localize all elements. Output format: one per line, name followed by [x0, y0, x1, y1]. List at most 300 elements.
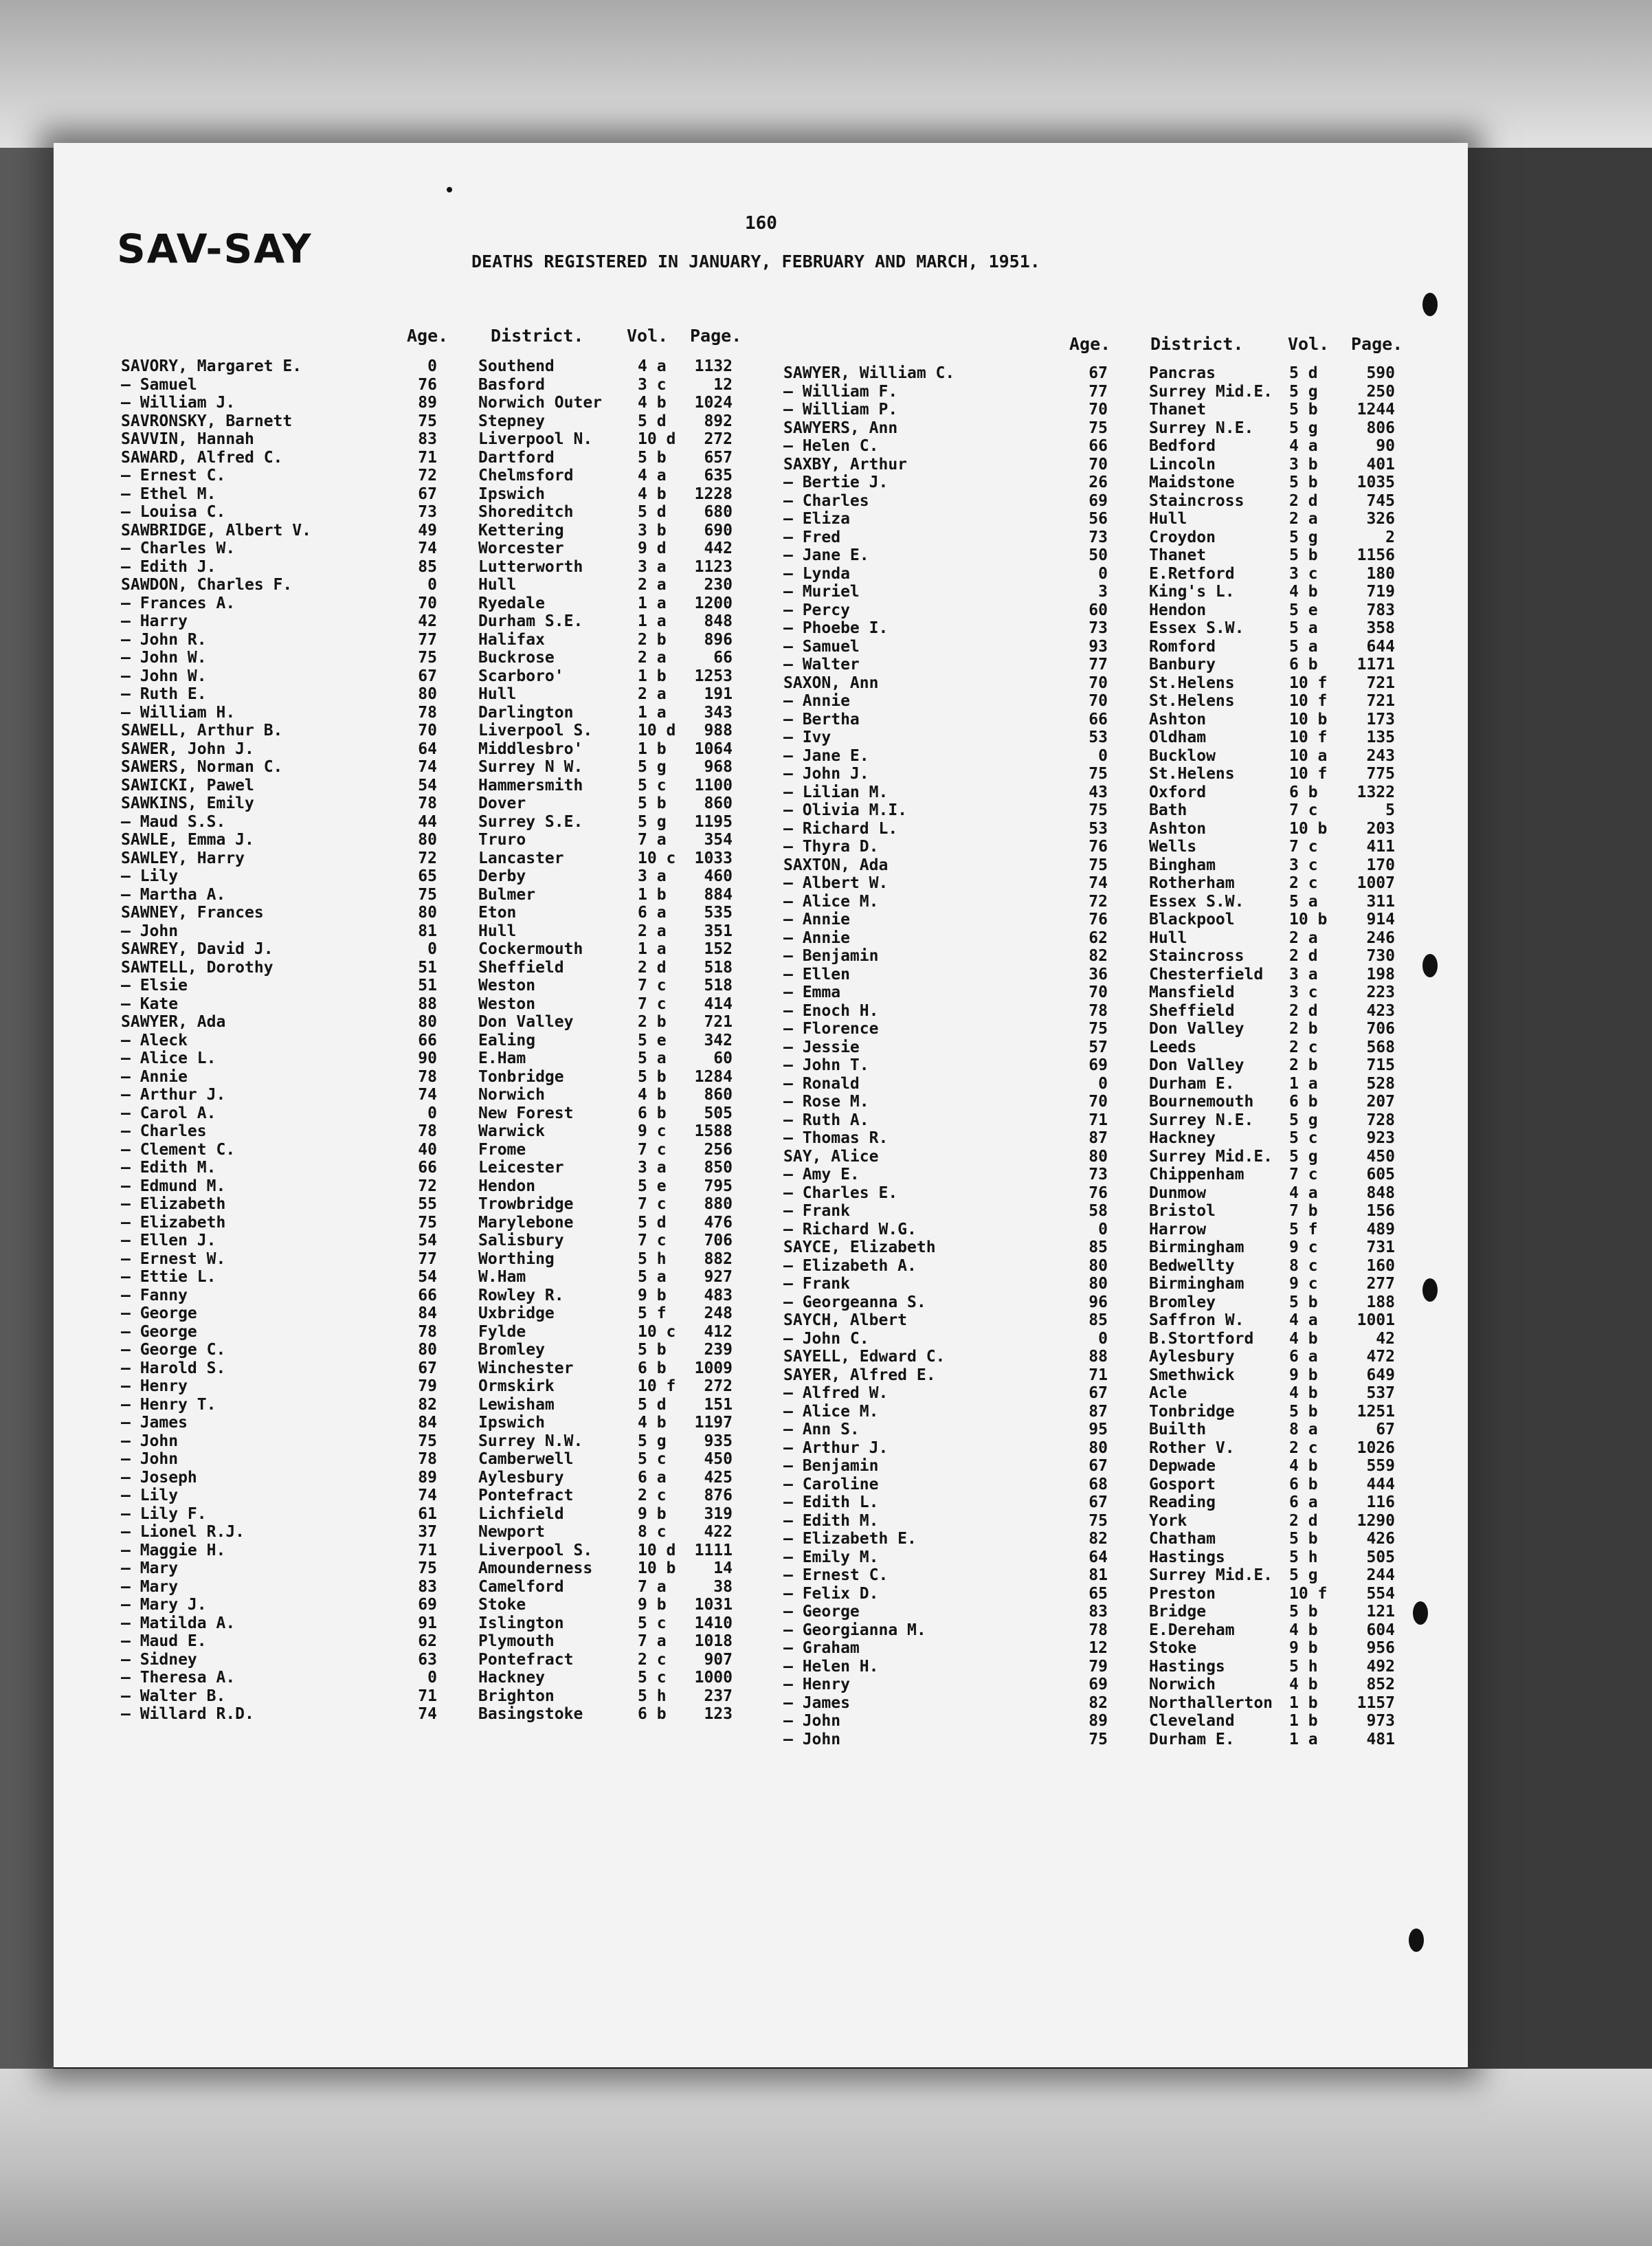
- entry-volume: 2 a: [638, 649, 667, 667]
- entry-volume: 5 h: [638, 1249, 667, 1268]
- entry-age: 87: [1089, 1402, 1108, 1421]
- entry-name: — Lionel R.J.: [121, 1523, 245, 1541]
- entry-volume: 2 c: [1289, 1038, 1318, 1056]
- entry-page: 116: [1366, 1493, 1395, 1511]
- entry-age: 82: [1089, 1693, 1108, 1712]
- entry-name: — Lynda: [783, 564, 850, 583]
- entry-district: Bingham: [1149, 856, 1216, 874]
- entry-name: — George: [783, 1603, 860, 1621]
- entry-page: 882: [704, 1249, 733, 1268]
- entry-volume: 4 b: [1289, 583, 1318, 601]
- entry-name: — Muriel: [783, 583, 860, 601]
- entry-name: — John: [121, 1450, 179, 1468]
- entry-volume: 2 b: [1289, 1056, 1318, 1074]
- entry-age: 0: [1098, 746, 1108, 765]
- entry-name: — John J.: [783, 765, 869, 783]
- entry-district: St.Helens: [1149, 765, 1235, 783]
- entry-name: — Edith L.: [783, 1493, 879, 1511]
- entry-volume: 9 c: [1289, 1275, 1318, 1293]
- entry-page: 444: [1366, 1475, 1395, 1493]
- entry-age: 90: [418, 1049, 437, 1067]
- entry-district: Weston: [478, 994, 536, 1013]
- entry-age: 67: [418, 667, 437, 685]
- entry-district: Ormskirk: [478, 1377, 555, 1395]
- entry-district: Leeds: [1149, 1038, 1197, 1056]
- entry-name: SAWICKI, Pawel: [121, 776, 254, 794]
- entry-district: Darlington: [478, 703, 574, 722]
- entry-page: 401: [1366, 455, 1395, 474]
- entry-name: — Matilda A.: [121, 1614, 236, 1632]
- entry-name: SAWREY, David J.: [121, 940, 274, 958]
- entry-age: 75: [418, 1432, 437, 1450]
- entry-age: 78: [418, 703, 437, 722]
- entry-name: — Alfred W.: [783, 1384, 889, 1402]
- entry-age: 65: [1089, 1584, 1108, 1603]
- entry-district: Cockermouth: [478, 940, 583, 958]
- entry-page: 1171: [1357, 656, 1395, 674]
- entry-page: 880: [704, 1195, 733, 1213]
- entry-page: 518: [704, 977, 733, 994]
- entry-district: Warwick: [478, 1122, 545, 1140]
- entry-volume: 4 b: [638, 394, 667, 412]
- scan-border-bottom: [0, 2069, 1652, 2246]
- entry-name: SAWLE, Emma J.: [121, 831, 254, 849]
- entry-page: 1322: [1357, 783, 1395, 801]
- entry-age: 75: [418, 1559, 437, 1577]
- entry-district: Bournemouth: [1149, 1093, 1254, 1111]
- entry-district: Lincoln: [1149, 455, 1216, 474]
- entry-name: SAVVIN, Hannah: [121, 430, 254, 448]
- entry-volume: 5 d: [638, 503, 667, 521]
- entry-page: 123: [704, 1705, 733, 1723]
- entry-district: Surrey S.E.: [478, 812, 583, 831]
- entry-volume: 6 b: [638, 1705, 667, 1723]
- entry-volume: 5 e: [1289, 601, 1318, 619]
- entry-page: 848: [1366, 1183, 1395, 1202]
- entry-district: Liverpool S.: [478, 1541, 593, 1559]
- entry-age: 66: [418, 1286, 437, 1304]
- entry-district: New Forest: [478, 1104, 574, 1122]
- entry-age: 37: [418, 1523, 437, 1541]
- entry-district: Bulmer: [478, 885, 536, 904]
- entry-volume: 1 a: [638, 612, 667, 630]
- entry-page: 160: [1366, 1256, 1395, 1275]
- entry-district: Dartford: [478, 448, 555, 467]
- entry-age: 61: [418, 1504, 437, 1523]
- entry-volume: 5 g: [1289, 528, 1318, 546]
- entry-age: 83: [1089, 1603, 1108, 1621]
- entry-age: 76: [418, 375, 437, 394]
- entry-volume: 5 g: [638, 1432, 667, 1450]
- entry-age: 73: [1089, 619, 1108, 637]
- entry-name: — Annie: [783, 911, 850, 929]
- entry-name: — Edmund M.: [121, 1177, 226, 1195]
- entry-page: 730: [1366, 947, 1395, 965]
- entry-district: Leicester: [478, 1159, 564, 1177]
- entry-page: 806: [1366, 419, 1395, 437]
- entry-age: 0: [427, 576, 437, 594]
- scan-border-left: [0, 148, 54, 2069]
- entry-page: 1197: [694, 1414, 733, 1432]
- entry-age: 75: [418, 412, 437, 430]
- entry-district: Fylde: [478, 1322, 526, 1341]
- entry-volume: 2 a: [1289, 929, 1318, 947]
- entry-district: Surrey N.E.: [1149, 1111, 1254, 1129]
- entry-volume: 10 b: [1289, 911, 1328, 929]
- entry-district: E.Dereham: [1149, 1621, 1235, 1639]
- entry-volume: 5 c: [638, 1450, 667, 1468]
- entry-volume: 5 b: [1289, 546, 1318, 564]
- entry-district: Southend: [478, 357, 555, 375]
- entry-volume: 4 b: [1289, 1384, 1318, 1402]
- entry-age: 80: [418, 831, 437, 849]
- entry-name: — Elsie: [121, 977, 188, 994]
- entry-volume: 5 a: [638, 1049, 667, 1067]
- entry-page: 476: [704, 1213, 733, 1232]
- entry-age: 3: [1098, 583, 1108, 601]
- entry-volume: 7 c: [638, 1195, 667, 1213]
- entry-age: 62: [1089, 929, 1108, 947]
- left-header-age: Age.: [407, 326, 449, 346]
- entry-age: 85: [1089, 1238, 1108, 1256]
- entry-age: 95: [1089, 1421, 1108, 1438]
- entry-name: — Fanny: [121, 1286, 188, 1304]
- entry-age: 0: [427, 940, 437, 958]
- entry-name: — Edith M.: [121, 1159, 216, 1177]
- entry-district: St.Helens: [1149, 692, 1235, 710]
- entry-age: 0: [1098, 564, 1108, 583]
- entry-name: — Graham: [783, 1639, 860, 1657]
- left-header-district: District.: [491, 326, 584, 346]
- entry-page: 472: [1366, 1348, 1395, 1366]
- entry-age: 77: [1089, 656, 1108, 674]
- entry-name: — William J.: [121, 394, 236, 412]
- entry-page: 244: [1366, 1566, 1395, 1584]
- entry-name: — William P.: [783, 401, 898, 419]
- entry-age: 66: [418, 1031, 437, 1049]
- entry-age: 81: [418, 922, 437, 940]
- entry-district: Hull: [478, 922, 517, 940]
- entry-volume: 3 c: [1289, 983, 1318, 1001]
- entry-age: 73: [1089, 528, 1108, 546]
- entry-district: Dover: [478, 794, 526, 812]
- entry-name: SAWARD, Alfred C.: [121, 448, 283, 467]
- entry-name: — William F.: [783, 382, 898, 401]
- entry-age: 75: [1089, 419, 1108, 437]
- entry-name: — Georgeanna S.: [783, 1293, 926, 1311]
- entry-volume: 6 b: [1289, 783, 1318, 801]
- entry-name: — Benjamin: [783, 1457, 879, 1475]
- entry-volume: 7 c: [638, 1140, 667, 1159]
- entry-district: Northallerton: [1149, 1693, 1273, 1712]
- entry-name: SAWKINS, Emily: [121, 794, 254, 812]
- entry-volume: 2 a: [1289, 510, 1318, 528]
- entry-page: 1253: [694, 667, 733, 685]
- entry-page: 60: [713, 1049, 733, 1067]
- entry-age: 82: [418, 1395, 437, 1414]
- entry-district: Surrey Mid.E.: [1149, 382, 1273, 401]
- entry-district: Blackpool: [1149, 911, 1235, 929]
- entry-name: — Alice L.: [121, 1049, 216, 1067]
- entry-age: 70: [1089, 401, 1108, 419]
- entry-district: Pontefract: [478, 1650, 574, 1669]
- entry-district: Sheffield: [478, 958, 564, 977]
- entry-age: 0: [1098, 1220, 1108, 1238]
- entry-page: 745: [1366, 491, 1395, 510]
- entry-name: — Ethel M.: [121, 485, 216, 503]
- entry-page: 12: [713, 375, 733, 394]
- entry-district: Salisbury: [478, 1232, 564, 1249]
- entry-district: Bromley: [478, 1341, 545, 1359]
- entry-name: — Felix D.: [783, 1584, 879, 1603]
- entry-name: — Richard W.G.: [783, 1220, 917, 1238]
- entry-page: 706: [1366, 1020, 1395, 1038]
- entry-age: 74: [1089, 874, 1108, 892]
- entry-volume: 3 a: [638, 1159, 667, 1177]
- entry-name: — Ivy: [783, 729, 831, 746]
- entry-name: — William H.: [121, 703, 236, 722]
- entry-age: 65: [418, 867, 437, 885]
- entry-volume: 8 c: [1289, 1256, 1318, 1275]
- entry-age: 74: [418, 1705, 437, 1723]
- entry-name: — Thyra D.: [783, 838, 879, 856]
- entry-volume: 7 c: [638, 977, 667, 994]
- entry-district: Hendon: [1149, 601, 1207, 619]
- entry-page: 1228: [694, 485, 733, 503]
- entry-volume: 1 b: [638, 885, 667, 904]
- entry-page: 442: [704, 540, 733, 557]
- entry-page: 644: [1366, 637, 1395, 656]
- entry-name: — Walter: [783, 656, 860, 674]
- entry-district: Lancaster: [478, 849, 564, 867]
- entry-district: Ryedale: [478, 594, 545, 612]
- binding-hole-4: [1413, 1601, 1428, 1625]
- entry-volume: 6 b: [1289, 656, 1318, 674]
- entry-volume: 5 d: [638, 1213, 667, 1232]
- entry-age: 76: [1089, 911, 1108, 929]
- entry-page: 38: [713, 1577, 733, 1596]
- entry-age: 85: [1089, 1311, 1108, 1329]
- entry-name: — Harold S.: [121, 1359, 226, 1377]
- entry-district: Surrey N.E.: [1149, 419, 1254, 437]
- entry-page: 248: [704, 1304, 733, 1322]
- entry-age: 67: [1089, 1384, 1108, 1402]
- entry-volume: 4 a: [638, 357, 667, 375]
- entry-name: — Henry T.: [121, 1395, 216, 1414]
- entry-age: 0: [427, 357, 437, 375]
- entry-page: 426: [1366, 1530, 1395, 1548]
- entry-name: — Ellen J.: [121, 1232, 216, 1249]
- entry-name: — Ernest W.: [121, 1249, 226, 1268]
- entry-district: B.Stortford: [1149, 1329, 1254, 1348]
- entry-name: — Edith J.: [121, 557, 216, 576]
- entry-volume: 5 b: [638, 794, 667, 812]
- entry-district: Essex S.W.: [1149, 619, 1244, 637]
- entry-name: — Rose M.: [783, 1093, 869, 1111]
- entry-page: 188: [1366, 1293, 1395, 1311]
- entry-district: Pancras: [1149, 364, 1216, 382]
- entry-volume: 4 a: [1289, 437, 1318, 455]
- entry-volume: 1 a: [1289, 1074, 1318, 1093]
- entry-name: — Louisa C.: [121, 503, 226, 521]
- entry-age: 67: [418, 1359, 437, 1377]
- entry-district: Derby: [478, 867, 526, 885]
- entry-district: Builth: [1149, 1421, 1207, 1438]
- entry-age: 88: [1089, 1348, 1108, 1366]
- entry-age: 77: [418, 630, 437, 649]
- binding-hole-5: [1409, 1928, 1424, 1952]
- entry-age: 69: [418, 1596, 437, 1614]
- entry-page: 256: [704, 1140, 733, 1159]
- entry-page: 207: [1366, 1093, 1395, 1111]
- entry-district: Birmingham: [1149, 1238, 1244, 1256]
- entry-page: 2: [1385, 528, 1395, 546]
- entry-district: Uxbridge: [478, 1304, 555, 1322]
- entry-age: 71: [1089, 1366, 1108, 1384]
- entry-page: 1111: [694, 1541, 733, 1559]
- entry-name: — Mary: [121, 1559, 179, 1577]
- entry-volume: 7 a: [638, 1577, 667, 1596]
- entry-volume: 10 c: [638, 849, 676, 867]
- entry-volume: 10 b: [1289, 819, 1328, 838]
- entry-page: 1018: [694, 1632, 733, 1650]
- entry-age: 71: [418, 1687, 437, 1705]
- entry-volume: 6 a: [638, 904, 667, 922]
- entry-age: 69: [1089, 1056, 1108, 1074]
- entry-age: 72: [1089, 892, 1108, 911]
- entry-page: 988: [704, 722, 733, 740]
- entry-page: 354: [704, 831, 733, 849]
- entry-volume: 7 c: [1289, 1166, 1318, 1183]
- entry-volume: 10 f: [1289, 765, 1328, 783]
- entry-name: — Arthur J.: [783, 1438, 889, 1457]
- entry-district: Ashton: [1149, 710, 1207, 729]
- entry-age: 83: [418, 430, 437, 448]
- entry-page: 180: [1366, 564, 1395, 583]
- entry-page: 272: [704, 1377, 733, 1395]
- entry-volume: 1 b: [1289, 1693, 1318, 1712]
- entry-page: 1156: [1357, 546, 1395, 564]
- entry-district: Hendon: [478, 1177, 536, 1195]
- entry-name: — Alice M.: [783, 892, 879, 911]
- entry-volume: 5 a: [1289, 892, 1318, 911]
- entry-page: 411: [1366, 838, 1395, 856]
- entry-page: 152: [704, 940, 733, 958]
- entry-volume: 5 f: [1289, 1220, 1318, 1238]
- entry-age: 80: [418, 1013, 437, 1031]
- entry-volume: 5 a: [1289, 637, 1318, 656]
- entry-volume: 4 a: [638, 467, 667, 485]
- entry-name: — George C.: [121, 1341, 226, 1359]
- entry-page: 311: [1366, 892, 1395, 911]
- entry-name: — Charles W.: [121, 540, 236, 557]
- entry-volume: 1 a: [1289, 1730, 1318, 1748]
- entry-district: Liverpool N.: [478, 430, 593, 448]
- entry-page: 848: [704, 612, 733, 630]
- entry-volume: 4 b: [638, 1086, 667, 1104]
- entry-page: 1132: [694, 357, 733, 375]
- entry-page: 604: [1366, 1621, 1395, 1639]
- entry-name: — George: [121, 1304, 197, 1322]
- entry-age: 67: [418, 485, 437, 503]
- entry-volume: 9 d: [638, 540, 667, 557]
- entry-page: 42: [1376, 1329, 1395, 1348]
- entry-page: 775: [1366, 765, 1395, 783]
- entry-page: 170: [1366, 856, 1395, 874]
- entry-volume: 6 a: [638, 1468, 667, 1487]
- entry-age: 89: [418, 1468, 437, 1487]
- entry-volume: 9 b: [1289, 1366, 1318, 1384]
- entry-district: Chatham: [1149, 1530, 1216, 1548]
- entry-age: 75: [1089, 801, 1108, 819]
- entry-name: — Kate: [121, 994, 179, 1013]
- entry-volume: 5 a: [638, 1268, 667, 1286]
- entry-name: — Willard R.D.: [121, 1705, 254, 1723]
- entry-age: 78: [418, 794, 437, 812]
- entry-district: Islington: [478, 1614, 564, 1632]
- entry-page: 1251: [1357, 1402, 1395, 1421]
- entry-volume: 10 f: [638, 1377, 676, 1395]
- entry-district: Reading: [1149, 1493, 1216, 1511]
- entry-name: — Ettie L.: [121, 1268, 216, 1286]
- entry-volume: 5 g: [1289, 1566, 1318, 1584]
- entry-volume: 5 c: [638, 1614, 667, 1632]
- entry-page: 505: [704, 1104, 733, 1122]
- entry-name: — Thomas R.: [783, 1129, 889, 1147]
- entry-page: 680: [704, 503, 733, 521]
- entry-volume: 4 b: [1289, 1329, 1318, 1348]
- entry-name: SAYCH, Albert: [783, 1311, 908, 1329]
- entry-page: 1588: [694, 1122, 733, 1140]
- scan-speck: [447, 187, 452, 192]
- entry-page: 852: [1366, 1676, 1395, 1693]
- entry-age: 80: [1089, 1275, 1108, 1293]
- entry-age: 67: [1089, 1493, 1108, 1511]
- entry-age: 79: [418, 1377, 437, 1395]
- entry-volume: 2 a: [638, 576, 667, 594]
- entry-district: Sheffield: [1149, 1001, 1235, 1020]
- entry-page: 1284: [694, 1067, 733, 1086]
- entry-volume: 3 a: [1289, 965, 1318, 983]
- entry-district: Aylesbury: [1149, 1348, 1235, 1366]
- entry-volume: 5 e: [638, 1031, 667, 1049]
- binding-hole-2: [1422, 954, 1438, 977]
- entry-page: 319: [704, 1504, 733, 1523]
- binding-hole-1: [1422, 293, 1438, 316]
- entry-age: 75: [1089, 856, 1108, 874]
- entry-page: 481: [1366, 1730, 1395, 1748]
- entry-volume: 3 b: [1289, 455, 1318, 474]
- entry-name: — John: [783, 1712, 841, 1730]
- entry-district: Basford: [478, 375, 545, 394]
- entry-name: — Carol A.: [121, 1104, 216, 1122]
- entry-district: Bromley: [1149, 1293, 1216, 1311]
- entry-page: 907: [704, 1650, 733, 1669]
- entry-age: 73: [1089, 1166, 1108, 1183]
- entry-name: — Ellen: [783, 965, 850, 983]
- entry-name: — Sidney: [121, 1650, 197, 1669]
- entry-district: W.Ham: [478, 1268, 526, 1286]
- entry-page: 635: [704, 467, 733, 485]
- entry-name: — Aleck: [121, 1031, 188, 1049]
- entry-page: 568: [1366, 1038, 1395, 1056]
- page-number: 160: [745, 213, 777, 234]
- entry-district: E.Ham: [478, 1049, 526, 1067]
- entry-volume: 5 d: [1289, 364, 1318, 382]
- entry-page: 721: [1366, 674, 1395, 692]
- entry-volume: 2 d: [1289, 491, 1318, 510]
- entry-district: Bedford: [1149, 437, 1216, 455]
